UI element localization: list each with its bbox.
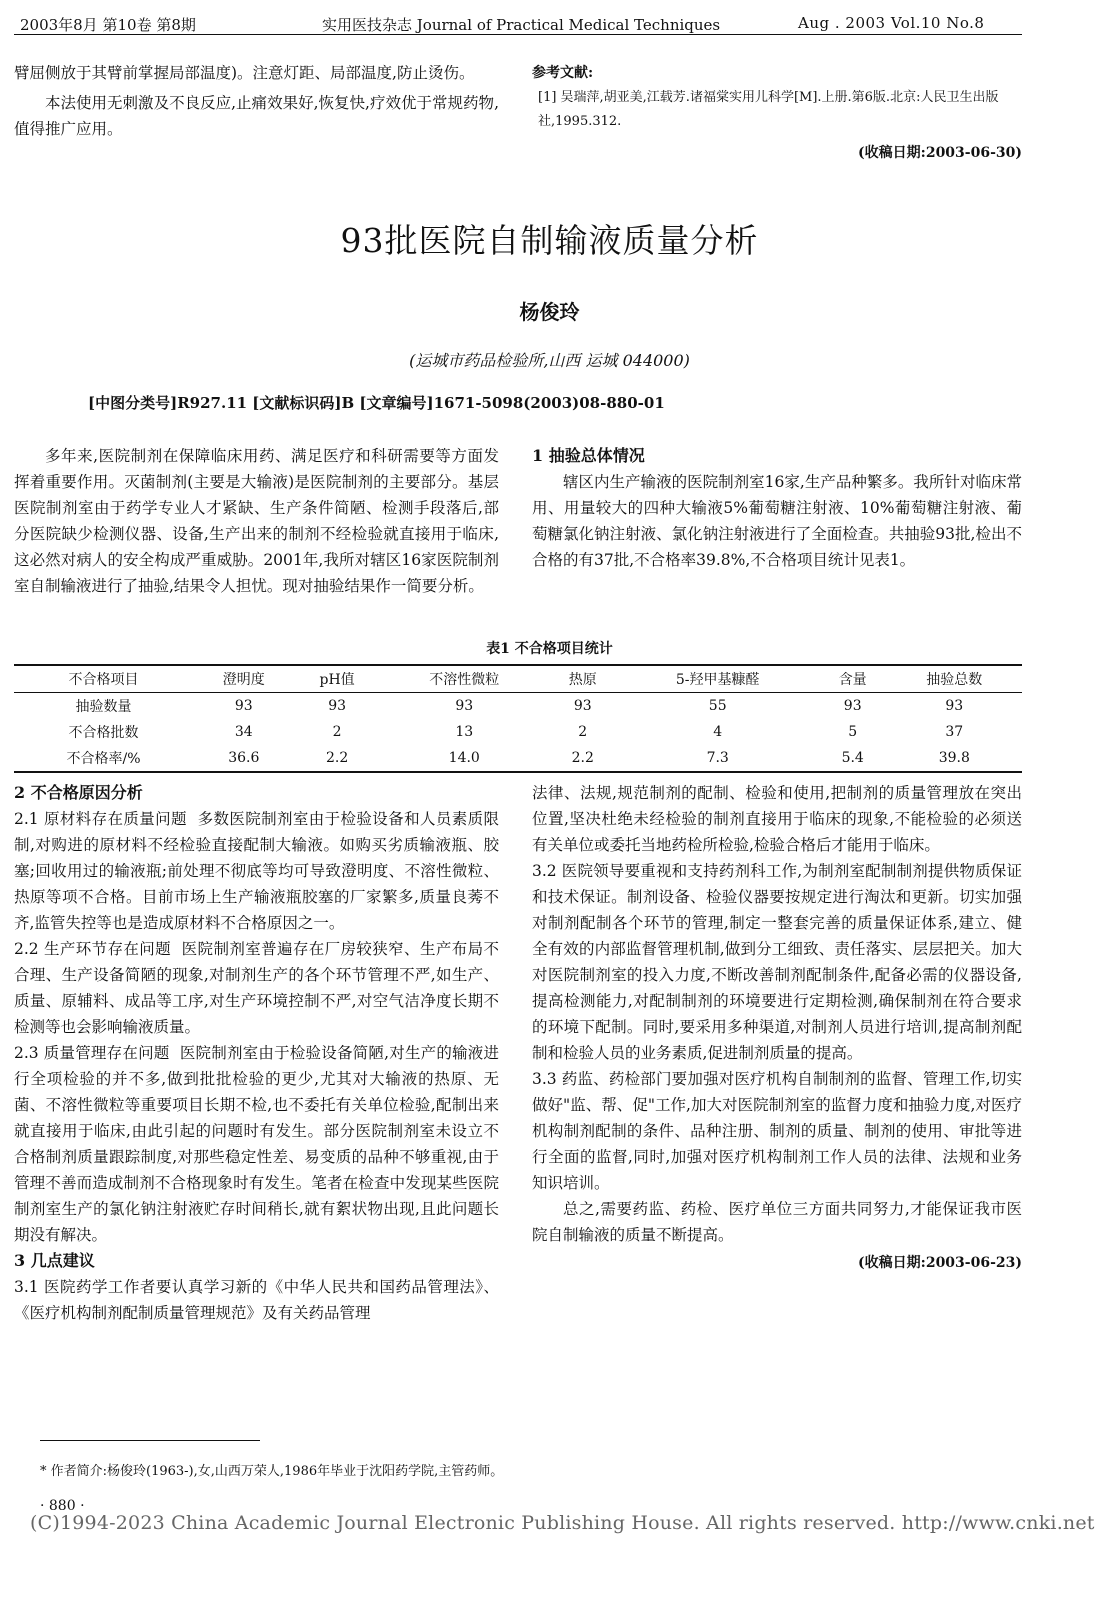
column-header: 抽验总数 <box>926 672 983 688</box>
table-1 <box>14 664 1022 773</box>
subsection-2-2-heading: 2.2 生产环节存在问题 <box>14 940 172 958</box>
copyright-watermark: (C)1994-2023 China Academic Journal Electronic Publishing House. All rights reserved. http://www.cnki.net <box>30 1512 1095 1534</box>
right-column-lower <box>532 780 1022 1272</box>
table-cell: 93 <box>945 698 964 714</box>
subsection-2-3-heading: 2.3 质量管理存在问题 <box>14 1044 170 1062</box>
subsection-2-2-text: 医院制剂室普遍存在厂房较狭窄、生产布局不合理、生产设备简陋的现象,对制剂生产的各个环节管理不严,如生产、质量、原辅料、成品等工序,对生产环境控制不严,对空气洁净度长期不检测等也会影响输液质量。 <box>14 940 499 1036</box>
table-cell: 93 <box>843 698 862 714</box>
table-cell: 5 <box>848 724 858 740</box>
prev-paragraph-1: 臂屈侧放于其臂前掌握局部温度)。注意灯距、局部温度,防止烫伤。 <box>14 64 475 82</box>
table-cell: 抽验数量 <box>75 699 132 715</box>
column-header: 含量 <box>838 672 867 688</box>
table-cell: 13 <box>455 724 474 740</box>
table-header-row <box>14 665 1022 693</box>
section-2-heading: 2 不合格原因分析 <box>14 783 143 802</box>
table-cell: 7.3 <box>706 750 729 766</box>
table-cell: 93 <box>234 698 253 714</box>
table-cell: 4 <box>713 724 723 740</box>
article-author: 杨俊玲 <box>519 300 580 324</box>
left-column-lower <box>14 780 499 1326</box>
received-date: (收稿日期:2003-06-23) <box>858 1255 1022 1271</box>
subsection-3-1-continued: 法律、法规,规范制剂的配制、检验和使用,把制剂的质量管理放在突出位置,坚决杜绝未经检验的制剂直接用于临床的现象,不能检验的必须送有关单位或委托当地药检所检验,检验合格后才能用于临床。 <box>532 784 1022 854</box>
journal-name: 实用医技杂志 Journal of Practical Medical Techniques <box>322 16 721 34</box>
table-cell: 93 <box>573 698 592 714</box>
column-header: 5-羟甲基糠醛 <box>675 672 760 688</box>
table-row <box>14 719 1022 745</box>
running-header <box>0 0 1099 36</box>
intro-column <box>14 443 499 599</box>
prev-article-tail <box>14 60 499 142</box>
intro-paragraph: 多年来,医院制剂在保障临床用药、满足医疗和科研需要等方面发挥着重要作用。灭菌制剂(主要是大输液)是医院制剂的主要部分。基层医院制剂室由于药学专业人才紧缺、生产条件简陋、检测手段落后,部分医院缺少检测仪器、设备,生产出来的制剂不经检验就直接用于临床,这必然对病人的安全构成严重威胁。2001年,我所对辖区16家医院制剂室自制输液进行了抽验,结果令人担忧。现对抽验结果作一简要分析。 <box>14 447 499 595</box>
classification-line: [中图分类号]R927.11 [文献标识码]B [文章编号]1671-5098(2003)08-880-01 <box>88 394 665 412</box>
header-rule <box>14 34 1022 35</box>
subsection-2-1-heading: 2.1 原材料存在质量问题 <box>14 810 187 828</box>
section-1-text: 辖区内生产输液的医院制剂室16家,生产品种繁多。我所针对临床常用、用量较大的四种大输液5%葡萄糖注射液、10%葡萄糖注射液、葡萄糖氯化钠注射液、氯化钠注射液进行了全面检查。共抽验93批,检出不合格的有37批,不合格率39.8%,不合格项目统计见表1。 <box>532 473 1022 569</box>
journal-issue-en: Aug . 2003 Vol.10 No.8 <box>798 14 985 32</box>
author-footnote: * 作者简介:杨俊玲(1963-),女,山西万荣人,1986年毕业于沈阳药学院,主管药师。 <box>40 1464 504 1479</box>
table-cell: 55 <box>708 698 727 714</box>
reference-item: [1] 吴瑞萍,胡亚美,江载芳.诸福棠实用儿科学[M].上册.第6版.北京:人民卫生出版社,1995.312. <box>538 90 999 129</box>
table-cell: 不合格批数 <box>68 725 139 741</box>
table-cell: 39.8 <box>938 750 970 766</box>
table-cell: 2 <box>332 724 342 740</box>
table-cell: 34 <box>234 724 253 740</box>
references-heading: 参考文献: <box>532 65 594 81</box>
column-header: 不溶性微粒 <box>429 672 500 688</box>
section-3-heading: 3 几点建议 <box>14 1251 95 1270</box>
author-affiliation: (运城市药品检验所,山西 运城 044000) <box>409 351 690 370</box>
conclusion-paragraph: 总之,需要药监、药检、医疗单位三方面共同努力,才能保证我市医院自制输液的质量不断提高。 <box>532 1200 1022 1244</box>
table-cell: 2.2 <box>325 750 349 766</box>
subsection-3-1-start: 3.1 医院药学工作者要认真学习新的《中华人民共和国药品管理法》、《医疗机构制剂配制质量管理规范》及有关药品管理 <box>14 1278 499 1322</box>
table-row <box>14 693 1022 720</box>
table-cell: 不合格率/% <box>66 751 141 767</box>
section-1 <box>532 443 1022 573</box>
column-header: pH值 <box>319 672 355 688</box>
table-cell: 93 <box>328 698 347 714</box>
table-cell: 93 <box>455 698 474 714</box>
prev-received-date: (收稿日期:2003-06-30) <box>858 145 1022 161</box>
subsection-2-1-text: 多数医院制剂室由于检验设备和人员素质限制,对购进的原材料不经检验直接配制大输液。如购买劣质输液瓶、胶塞;回收用过的输液瓶;前处理不彻底等均可导致澄明度、不溶性微粒、热原等项不合格。目前市场上生产输液瓶胶塞的厂家繁多,质量良莠不齐,监管失控等也是造成原材料不合格原因之一。 <box>14 810 499 932</box>
table-cell: 37 <box>945 724 964 740</box>
table-cell: 5.4 <box>841 750 864 766</box>
table-row <box>14 745 1022 772</box>
subsection-3-2: 3.2 医院领导要重视和支持药剂科工作,为制剂室配制制剂提供物质保证和技术保证。制剂设备、检验仪器要按规定进行淘汰和更新。切实加强对制剂配制各个环节的管理,制定一整套完善的质量保证体系,建立、健全有效的内部监督管理机制,做到分工细致、责任落实、层层把关。加大对医院制剂室的投入力度,不断改善制剂配制条件,配备必需的仪器设备,提高检测能力,对配制制剂的环境要进行定期检测,确保制剂在符合要求的环境下配制。同时,要采用多种渠道,对制剂人员进行培训,提高制剂配制和检验人员的业务素质,促进制剂质量的提高。 <box>532 862 1022 1062</box>
column-header: 不合格项目 <box>68 672 139 688</box>
footnote-rule <box>40 1440 260 1441</box>
subsection-2-3-text: 医院制剂室由于检验设备简陋,对生产的输液进行全项检验的并不多,做到批批检验的更少,尤其对大输液的热原、无菌、不溶性微粒等重要项目长期不检,也不委托有关单位检验,配制出来就直接用于临床,由此引起的问题时有发生。部分医院制剂室未设立不合格制剂质量跟踪制度,对那些稳定性差、易变质的品种不够重视,由于管理不善而造成制剂不合格现象时有发生。笔者在检查中发现某些医院制剂室生产的氯化钠注射液贮存时间稍长,就有絮状物出现,且此问题长期没有解决。 <box>14 1044 500 1244</box>
table-cell: 2 <box>578 724 588 740</box>
column-header: 澄明度 <box>222 672 265 688</box>
page-number: · 880 · <box>40 1498 85 1514</box>
subsection-3-3: 3.3 药监、药检部门要加强对医疗机构自制制剂的监督、管理工作,切实做好"监、帮、促"工作,加大对医院制剂室的监督力度和抽验力度,对医疗机构制剂配制的条件、品种注册、制剂的质量、制剂的使用、审批等进行全面的监督,同时,加强对医疗机构制剂工作人员的法律、法规和业务知识培训。 <box>532 1070 1022 1192</box>
prev-article-references <box>532 62 1022 162</box>
table-cell: 36.6 <box>228 750 260 766</box>
table-cell: 2.2 <box>571 750 594 766</box>
table-cell: 14.0 <box>448 750 480 766</box>
article-title: 93批医院自制输液质量分析 <box>340 221 759 260</box>
section-1-heading: 1 抽验总体情况 <box>532 446 645 465</box>
prev-paragraph-2: 本法使用无刺激及不良反应,止痛效果好,恢复快,疗效优于常规药物,值得推广应用。 <box>14 94 499 138</box>
column-header: 热原 <box>568 672 597 688</box>
journal-issue: 2003年8月 第10卷 第8期 <box>20 16 196 34</box>
table-1-title: 表1 不合格项目统计 <box>486 641 613 657</box>
